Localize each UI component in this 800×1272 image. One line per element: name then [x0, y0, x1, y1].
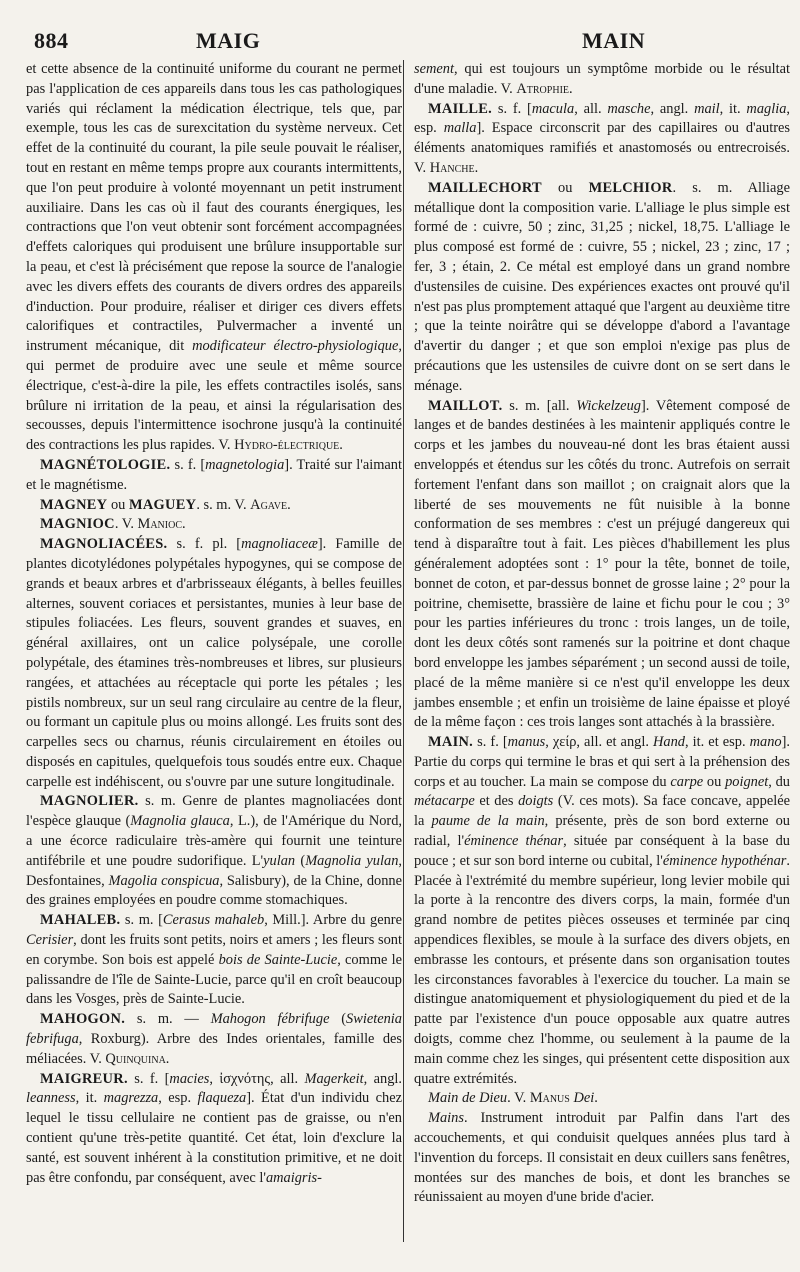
entry-text: , comme le palissandre de l'île de Sainte-Lucie, parce qu'il en croît beaucoup dans les Vosges, près de Sainte-Lucie.: [26, 951, 402, 1008]
entry-text: macula: [531, 100, 575, 117]
entry-text: doigts: [518, 793, 554, 810]
entry-text: Hand: [653, 734, 685, 751]
entry-text: , it.: [719, 100, 747, 117]
left-column: [26, 60, 402, 1188]
entry-text: métacarpe: [414, 793, 475, 810]
entry-text: Agave: [250, 496, 288, 513]
entry-text: , du: [768, 773, 790, 790]
entry-text: manus: [507, 734, 546, 751]
entry-text: s. f. [: [170, 456, 206, 473]
entry-text: Cerisier: [26, 932, 74, 949]
entry-text: Mahogon fébrifuge: [210, 1011, 330, 1028]
entry-headword: MAILLE.: [428, 100, 493, 117]
dictionary-entry: [26, 1010, 402, 1069]
dictionary-entry: [26, 496, 402, 516]
dictionary-entry: [26, 1070, 402, 1189]
dictionary-entry: [414, 733, 790, 1089]
entry-text: magrezza: [103, 1090, 159, 1107]
entry-text: Hydro-électrique: [234, 437, 340, 454]
entry-text: Mains: [428, 1110, 464, 1127]
entry-headword: MELCHIOR: [588, 179, 673, 196]
entry-text: .: [182, 516, 186, 533]
entry-text: s. f. pl. [: [167, 536, 242, 553]
entry-text: Atrophie: [516, 80, 570, 97]
entry-text: .: [594, 1090, 598, 1107]
entry-text: ]. État d'un individu chez lequel le tissu cellulaire ne contient pas de graisse, ou n'en contient qu'une très-petite quantité. Cet état, loin d'exclure la santé, est souvent inhérent à la constitution primitive, et ne doit pas être confondu, par conséquent, avec l': [26, 1090, 403, 1186]
entry-text: (: [295, 852, 306, 869]
entry-text: malla: [443, 120, 477, 137]
entry-text: Wickelzeug: [576, 397, 641, 414]
entry-headword: MAGNOLIACÉES.: [40, 536, 168, 553]
entry-text: .: [165, 1050, 170, 1067]
entry-text: , angl.: [650, 100, 695, 117]
entry-headword: MAHALEB.: [40, 912, 121, 929]
dictionary-entry: [26, 535, 402, 792]
entry-text: , Roxburg). Arbre des Indes orientales, famille des méliacées. V.: [26, 1031, 402, 1067]
entry-text: mano: [749, 734, 782, 751]
dictionary-entry: [26, 60, 402, 456]
entry-text: ]. Partie du corps qui termine le bras et qui sert à la préhension des corps et au toucher. La main se compose du: [414, 734, 790, 790]
dictionary-entry: [26, 911, 402, 1010]
entry-text: poignet: [725, 773, 769, 790]
dictionary-entry: [414, 397, 790, 734]
entry-text: , Mill.]. Arbre du genre: [264, 912, 402, 929]
entry-text: ]. Espace circonscrit par des capillaires ou d'autres éléments anatomiques ramifiés et anastomosés ou entrecroisés. V.: [414, 120, 790, 176]
entry-text: .: [474, 159, 479, 176]
dictionary-entry: [414, 60, 790, 100]
entry-text: ]. Vêtement composé de langes et de bandes destinées à les maintenir appliqués contre le corps et les jambes du nouveau-né dont les bras étaient aussi enveloppés et étendus sur les côtés du tronc. Autrefois on serrait fortement l'enfant dans son maillot ; on craignait alors que la liberté de ses mouvements ne fût nuisible à la bonne conformation de ses membres : c'est un préjugé dangereux qui tend à disparaître tout à fait. Les pièces d'habillement les plus généralement adoptées sont : 1° pour la tête, bonnet de toile, bonnet de coton, et par-dessus bonnet de grosse laine ; 2° pour la poitrine, chemisette, brassière de laine et fichu pour le cou ; 3° pour les parties inférieures du tronc : trois langes, un de toile, dont les deux côtés sont ramenés sur la poitrine et dont chaque bord enveloppe les jambes séparément ; un second aussi de toile, placé de la même manière si ce n'est qu'il enveloppe les deux jambes ensemble ; et enfin un troisième de laine épaisse et ployé de la même façon : ces trois langes sont attachés à la brassière.: [414, 397, 790, 731]
entry-headword: MAGNÉTOLOGIE.: [40, 456, 171, 473]
entry-text: .: [339, 437, 343, 454]
entry-text: et cette absence de la continuité uniforme du courant ne permet pas l'application de ces appareils dans tous les cas pathologiques variés qui réclament la médication électrique, tels que, par exemple, tous les cas de surexcitation du système nerveux. Cet effet de la continuité du courant, la pile seule pouvait le réaliser, tout en restant en même temps propre aux courants intermittents, que l'on peut produire à volonté moyennant un petit instrument auxiliaire. Dans les cas où il faut des courants énergiques, les contractions que l'on veut obtenir sont forcément accompagnées d'effets caloriques qui produisent une brûlure insupportable sur la peau, et c'est là précisément que repose la source de l'analogie avec les divers effets des courants de divers ordres des appareils d'induction. Pour produire, réaliser et diriger ces divers effets calorifiques et contractiles, Pulvermacher a inventé un instrument mécanique, dit: [26, 61, 402, 355]
entry-text: , qui est toujours un symptôme morbide ou le résultat d'une maladie. V.: [414, 61, 790, 97]
entry-text: magnoliaceæ: [241, 536, 318, 553]
running-head-right: MAIN: [582, 28, 646, 53]
entry-text: , it. et esp.: [684, 734, 750, 751]
entry-text: s. m. —: [125, 1011, 211, 1028]
entry-text: Quinquina: [105, 1050, 166, 1067]
entry-text: et des: [474, 793, 519, 810]
entry-headword: MAIN.: [428, 734, 474, 751]
entry-text: , χείρ, all. et angl.: [545, 734, 653, 751]
page-number: 884: [34, 28, 69, 53]
dictionary-entry: [26, 515, 402, 535]
entry-text: , située par conséquent à la base du pouce ; et sur son bord interne ou cubital, l': [414, 833, 790, 869]
entry-text: leanness: [26, 1090, 76, 1107]
entry-text: ou: [107, 496, 129, 513]
entry-text: paume de la main: [431, 813, 545, 830]
entry-text: Magnolia yulan: [305, 852, 399, 869]
entry-text: , all.: [574, 100, 608, 117]
dictionary-entry: [414, 1109, 790, 1208]
entry-text: . s. m. Alliage métallique dont la composition varie. L'alliage le plus simple est formé de : cuivre, 50 ; zinc, 31,25 ; nickel, 18,75. L'alliage le plus composé est formé de : cuivre, 55 ; nickel, 23 ; zinc, 17 ; fer, 3 ; étain, 2. Ce métal est employé dans un grand nombre d'ustensiles de cuisine. Des expériences exactes ont prouvé qu'il n'est pas plus promptement attaqué que l'argent au deuxième titre ; que la teinte noirâtre qui se développe d'abord a l'avantage d'avertir du danger ; et que son emploi n'exige pas plus de précautions que les ustensiles de cuivre dont on se sert dans le ménage.: [414, 179, 790, 394]
entry-text: (: [329, 1011, 347, 1028]
entry-text: magnetologia: [205, 456, 285, 473]
entry-text: éminence hypothénar: [662, 852, 787, 869]
column-divider: [403, 60, 404, 1242]
entry-text: . Instrument introduit par Palfin dans l'art des accouchements, et qui conduisit quelques années plus tard à l'invention du forceps. Il consistait en deux cuillers sans fenêtres, montées sur des manches de bois, et dont les branches se réunissaient au moyen d'une bride d'acier.: [414, 1110, 790, 1206]
entry-text: ]. Famille de plantes dicotylédones polypétales hypogynes, qui se compose de grands et beaux arbres et d'arbrisseaux élégants, à belles feuilles alternes, souvent coriaces et persistantes, munies à leur base de stipules foliacées. Les fleurs, souvent grandes et suaves, en général axillaires, ont un calice polysépale, une corolle polypétale, des étamines très-nombreuses et libres, sur plusieurs rangées, et attachées au réceptacle qui porte les pétales ; les pistils nombreux, sur un seul rang circulaire au centre de la fleur, ou formant un capitule plus ou moins allongé. Les fruits sont des carpelles secs ou charnus, réunis circulairement en étoiles ou disposés en capitules, quelquefois tous soudés entre eux. Chaque carpelle est indéhiscent, ou s'ouvre par une suture longitudinale.: [26, 536, 402, 790]
entry-text: amaigris-: [265, 1169, 322, 1186]
entry-headword: MAGNEY: [40, 496, 108, 513]
entry-text: bois de Sainte-Lucie: [218, 951, 338, 968]
entry-text: s. m. [all.: [502, 397, 577, 414]
entry-headword: MAGNIOC: [40, 516, 115, 533]
entry-text: masche: [607, 100, 651, 117]
dictionary-entry: [414, 100, 790, 179]
entry-text: Magolia conspicua: [108, 872, 220, 889]
entry-text: Main de Dieu: [428, 1090, 508, 1107]
entry-text: s. f. [: [492, 100, 532, 117]
entry-text: s. m. Genre de plantes magnoliacées dont l'espèce glauque (: [26, 793, 402, 830]
entry-text: Swietenia febrifuga: [26, 1011, 402, 1048]
entry-text: . s. m. V.: [196, 496, 251, 513]
entry-headword: MAHOGON.: [40, 1011, 126, 1028]
entry-text: ou: [541, 179, 589, 196]
entry-text: Manioc: [137, 516, 182, 533]
entry-text: Cerasus mahaleb: [162, 912, 265, 929]
entry-text: maglia: [746, 100, 787, 117]
entry-text: sement: [414, 61, 454, 77]
entry-text: , esp.: [158, 1090, 198, 1107]
entry-text: s. f. [: [127, 1070, 170, 1087]
entry-text: carpe: [670, 773, 704, 790]
entry-text: . Placée à l'extrémité du membre supérieur, long levier mobile qui la porte à la rencontre des divers corps, la main, formée d'un grand nombre de petites pièces osseuses et terminée par cinq appendices flexibles, se moule à la surface des divers objets, en embrasse les contours, et présente dans son organisation toutes les circonstances favorables à l'exercice du toucher. La main se distingue anatomiquement et physiologiquement du pied et de la patte par l'existence d'un pouce opposable aux quatre autres doigts, comme chez l'homme, ou seulement à la paume de la main comme chez les singes, qui présentent cette disposition aux quatre extrémités.: [414, 852, 790, 1087]
entry-text: , Salisbury), de la Chine, donne des graines employées en poudre comme stomachiques.: [26, 872, 403, 909]
entry-text: Dei: [573, 1090, 595, 1107]
entry-text: . V.: [507, 1090, 530, 1107]
entry-headword: MAILLOT.: [428, 397, 503, 414]
entry-text: , dont les fruits sont petits, noirs et amers ; les fleurs sont en corymbe. Son bois est appelé: [26, 932, 402, 968]
entry-text: , présente, près de son bord externe ou radial, l': [414, 813, 791, 850]
entry-text: (V. ces mots). Sa face concave, appelée la: [414, 793, 790, 830]
dictionary-entry: [414, 1089, 790, 1109]
entry-text: flaqueza: [197, 1090, 247, 1107]
entry-headword: MAGNOLIER.: [40, 793, 139, 810]
entry-text: ]. Traité sur l'aimant et le magnétisme.: [26, 456, 402, 493]
entry-text: Hanche: [429, 159, 475, 176]
entry-text: , ἰσχνότης, all.: [209, 1070, 305, 1087]
entry-text: Magerkeit: [304, 1070, 364, 1087]
entry-text: modificateur électro-physiologique: [192, 338, 399, 355]
entry-text: Manus: [529, 1090, 570, 1107]
entry-text: s. m. [: [120, 912, 163, 929]
entry-text: , esp.: [414, 100, 791, 137]
entry-text: ou: [703, 773, 726, 790]
dictionary-entry: [26, 792, 402, 911]
running-head-left: MAIG: [196, 28, 261, 53]
entry-headword: MAGUEY: [128, 496, 197, 513]
entry-text: , L.), de l'Amérique du Nord, a une écorce radiculaire très-amère qui fournit une teinture antifébrile et une poudre sudorifique. L': [26, 813, 402, 869]
entry-text: . V.: [114, 516, 138, 533]
entry-headword: MAIGREUR.: [40, 1070, 128, 1087]
entry-text: , it.: [75, 1090, 104, 1107]
entry-text: .: [287, 496, 291, 513]
entry-text: mail: [694, 100, 720, 117]
dictionary-entry: [414, 179, 790, 397]
entry-text: yulan: [263, 852, 296, 869]
entry-text: , Desfontaines,: [26, 852, 402, 889]
entry-headword: MAILLECHORT: [428, 179, 542, 196]
entry-text: Magnolia glauca: [130, 813, 230, 830]
entry-text: , angl.: [363, 1070, 402, 1087]
entry-text: macies: [169, 1070, 210, 1087]
dictionary-entry: [26, 456, 402, 496]
right-column: [414, 60, 790, 1208]
entry-text: s. f. [: [473, 734, 508, 751]
entry-text: éminence thénar: [464, 833, 564, 850]
entry-text: , qui permet de produire avec une seule et même source électrique, c'est-à-dire la pile, les effets contractiles isolés, sans brûlure ni irritation de la peau, et ainsi la régularisation des secousses, depuis l'intermittence isochrone jusqu'à la continuité des contractions les plus rapides. V.: [26, 338, 402, 454]
entry-text: .: [569, 80, 573, 97]
